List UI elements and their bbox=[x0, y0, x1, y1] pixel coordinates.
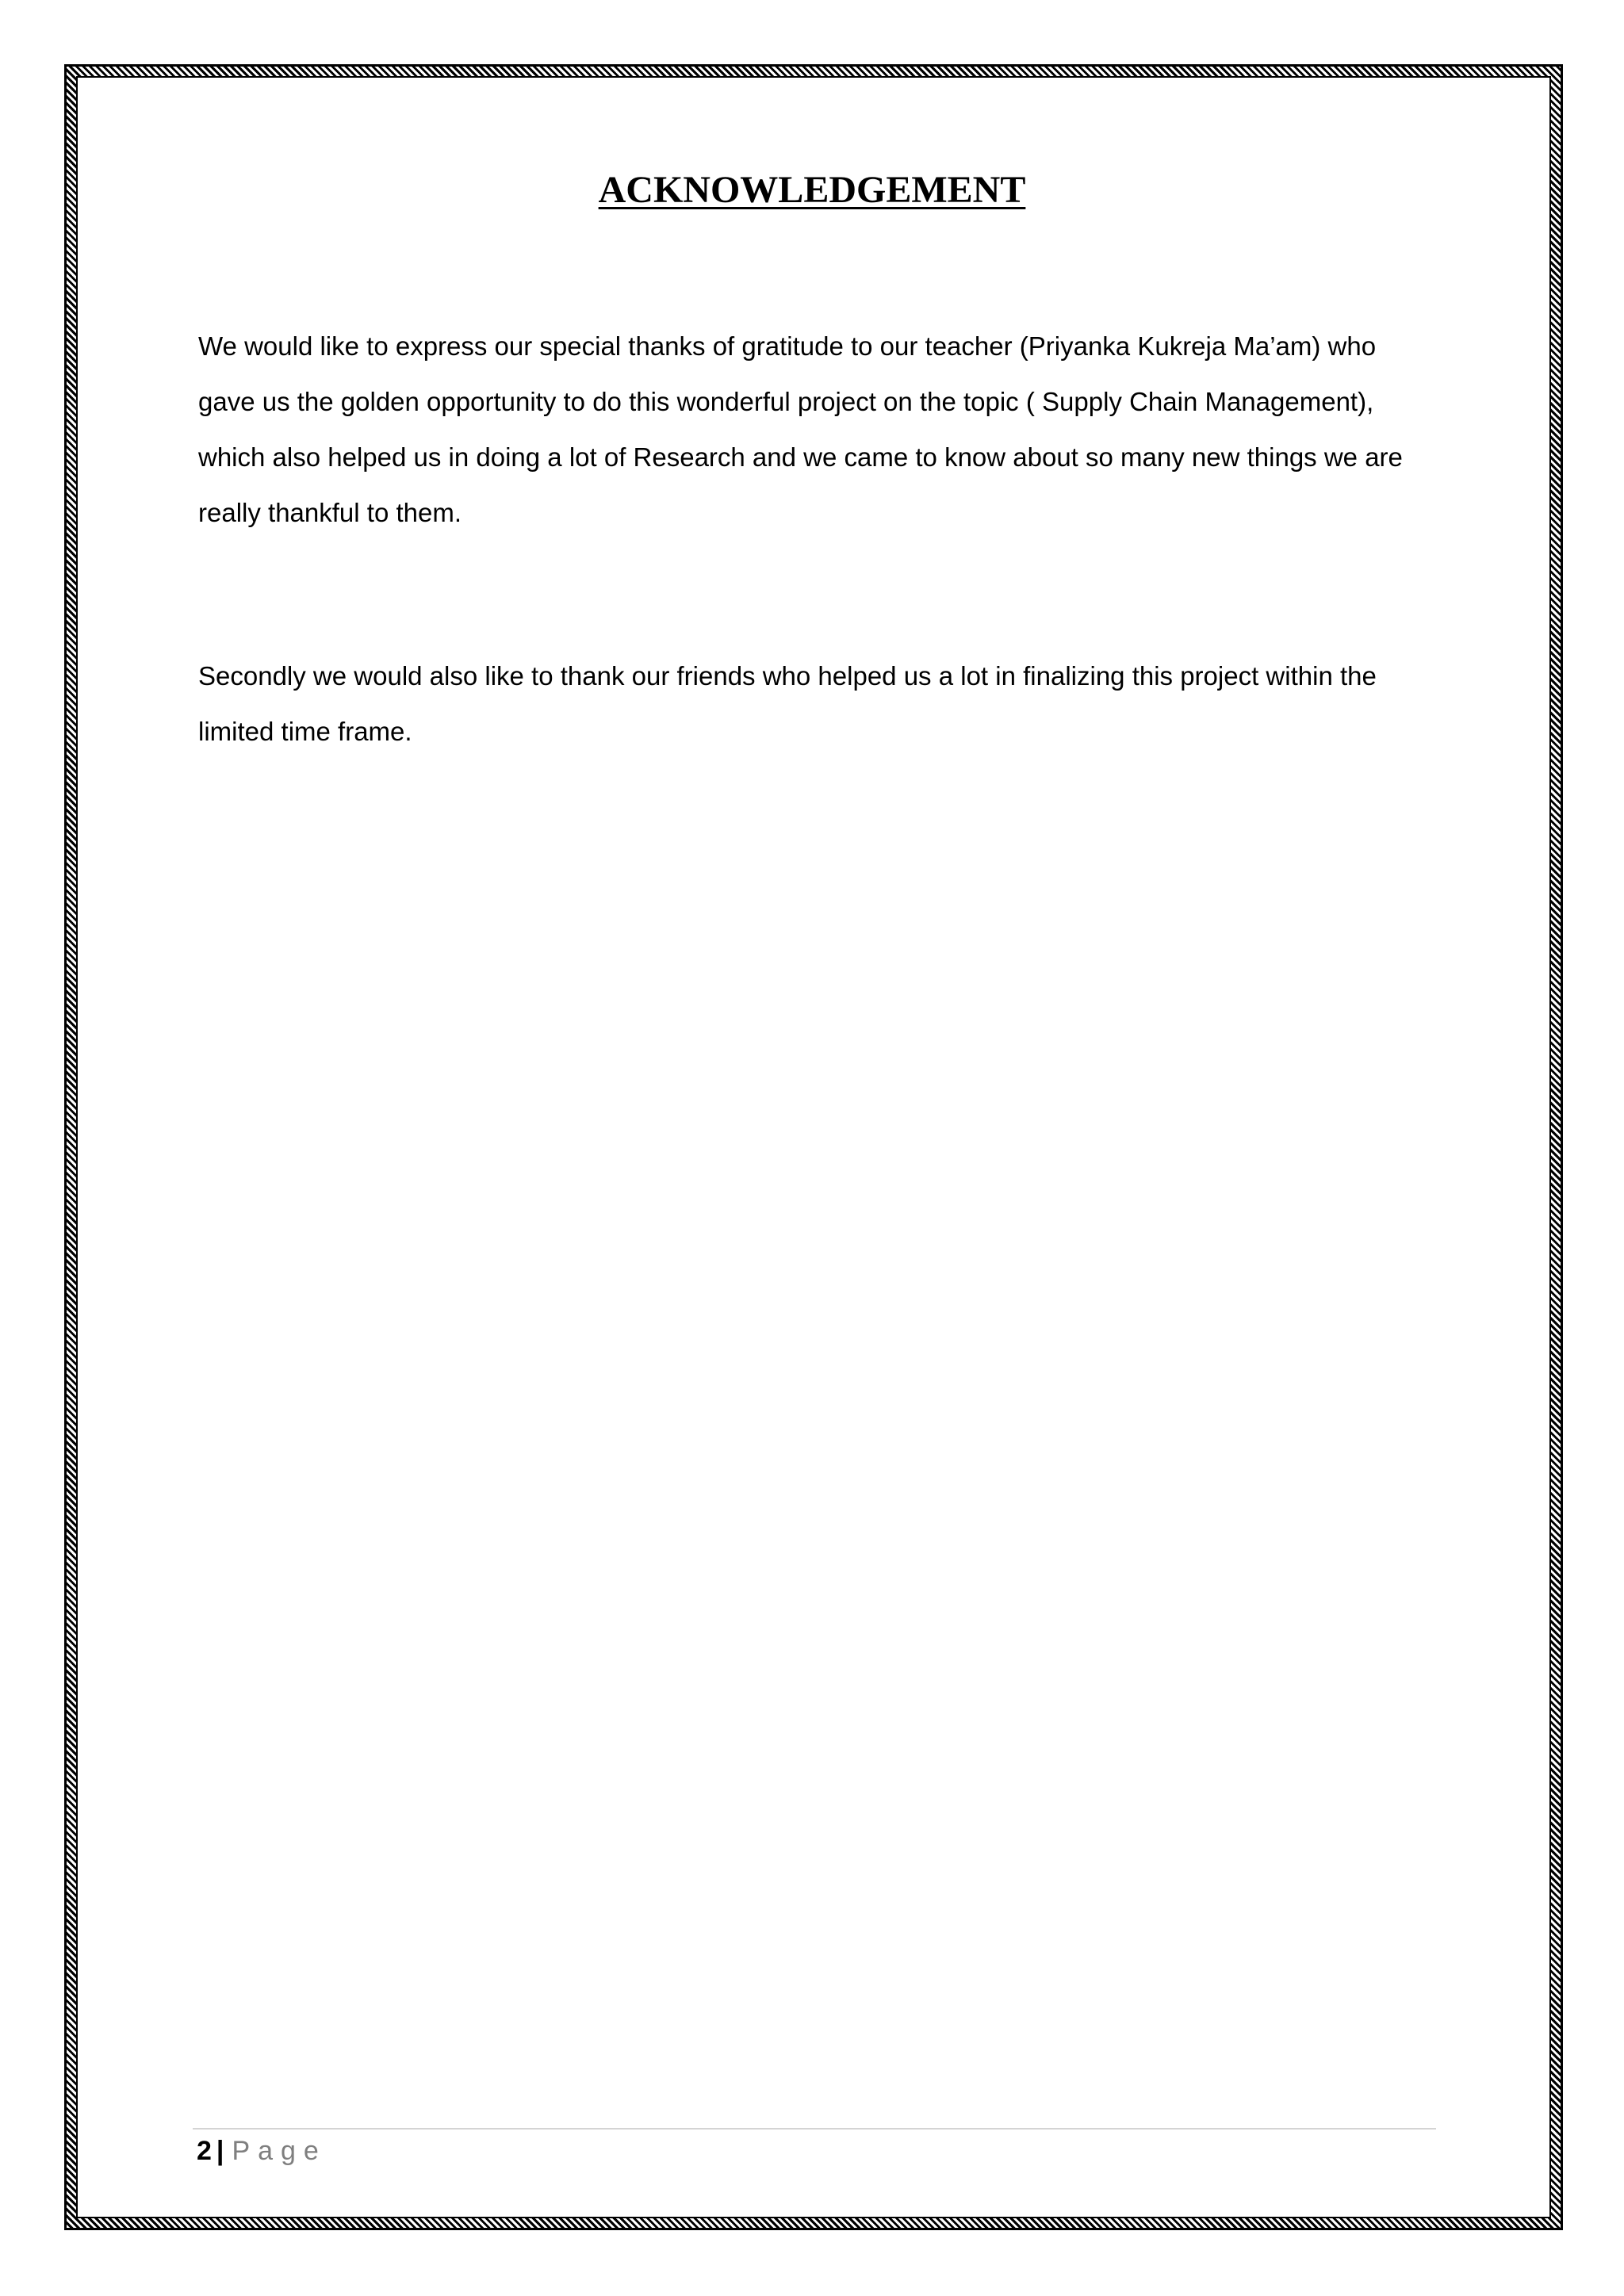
acknowledgement-paragraph-2: Secondly we would also like to thank our friends who helped us a lot in finalizing this project within the limited time frame. bbox=[198, 661, 1377, 746]
footer-divider bbox=[193, 2128, 1436, 2130]
page-number: 2 bbox=[197, 2136, 212, 2166]
acknowledgement-paragraph-1: We would like to express our special thanks of gratitude to our teacher (Priyanka Kukreja Ma’am) who gave us the golden opportunity to do this wonderful project on the topic ( Supply Chain Management), which also helped us in doing a lot of Research and we came to know about so many new things we are really thankful to them. bbox=[198, 331, 1403, 527]
footer-separator: | bbox=[216, 2136, 224, 2166]
page-title bbox=[0, 168, 1624, 212]
page-label: Page bbox=[232, 2136, 327, 2166]
page-title-text: ACKNOWLEDGEMENT bbox=[598, 169, 1026, 211]
page-footer bbox=[197, 2133, 327, 2169]
